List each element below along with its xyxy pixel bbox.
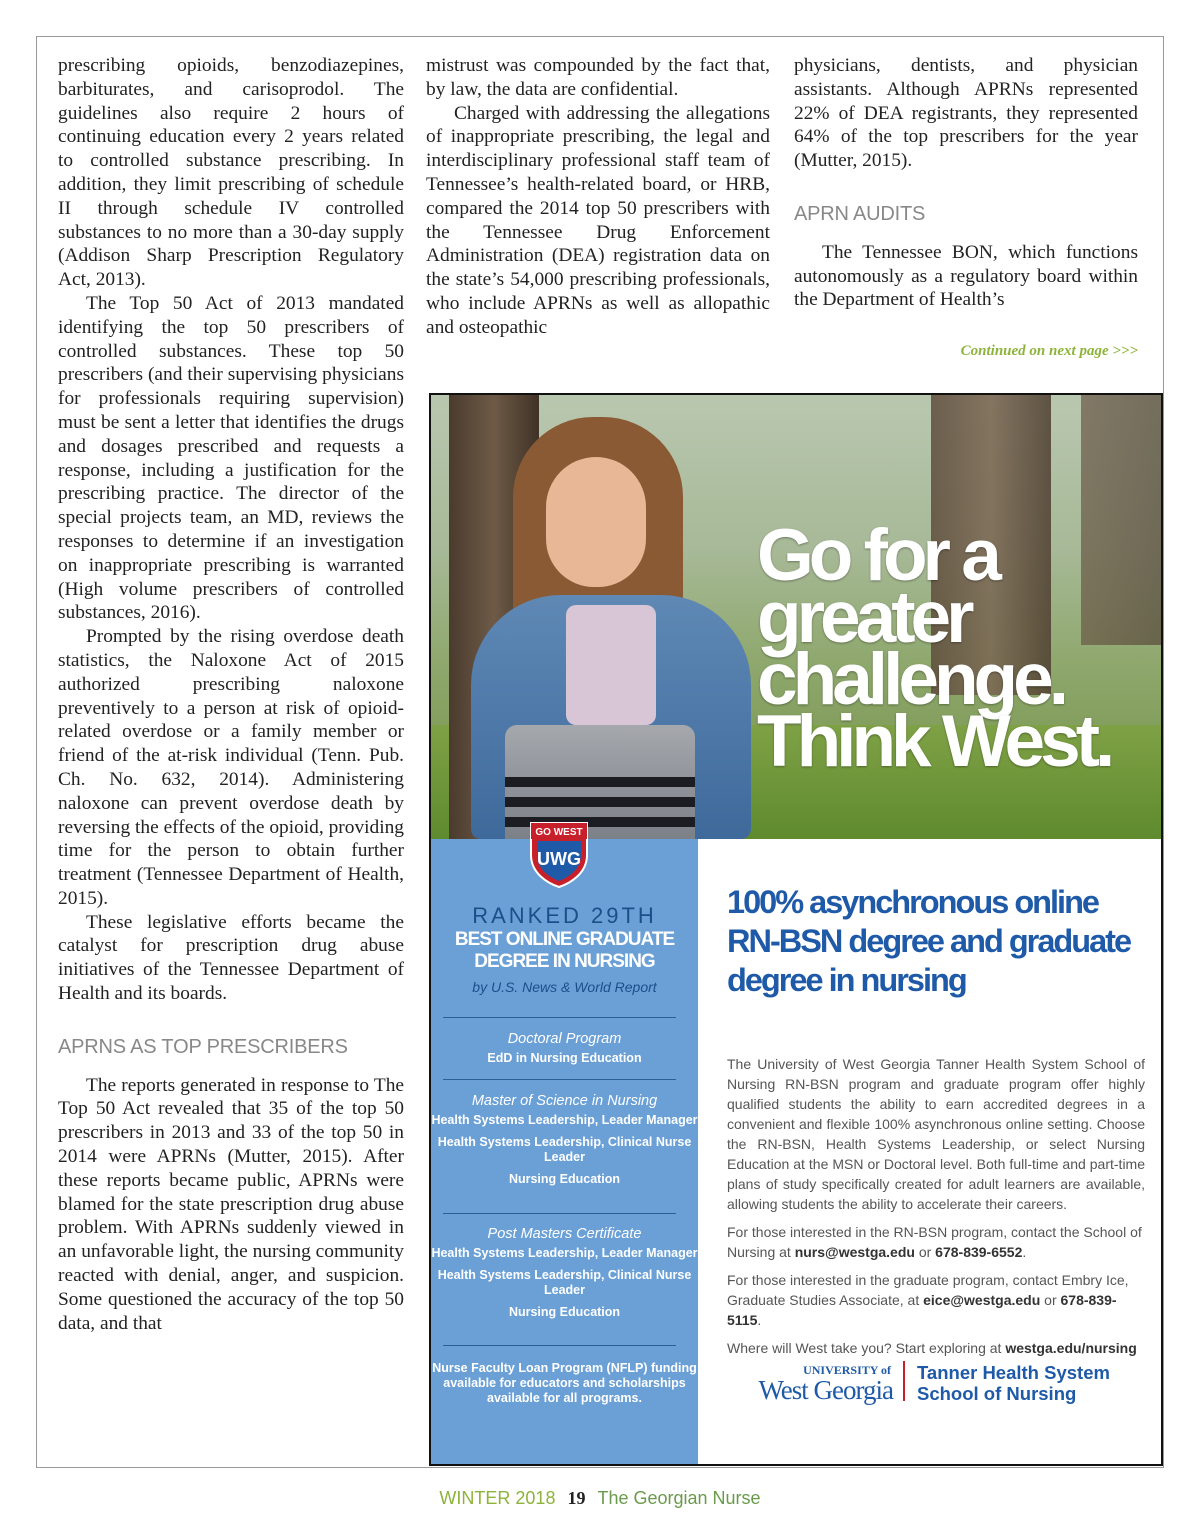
paragraph: mistrust was compounded by the fact that, by law, the data are confidential. (426, 55, 770, 100)
shield-mark-text: UWG (537, 849, 581, 869)
logo-tanner: Tanner Health System School of Nursing (917, 1362, 1110, 1404)
paragraph: The Top 50 Act of 2013 mandated identifying the top 50 prescribers of controlled substances. These top 50 prescribers (and their supervising physicians for professionals requiring supervision) must be sent a letter that identifies the drugs and dosages prescribed and requests a response, including a justification for the prescribing practice. The director of the special projects team, an MD, reviews the responses to determine if an investigation on inappropriate prescribing is warranted (High volume prescribers of controlled substances, 2016). (58, 292, 404, 624)
section-heading: APRN AUDITS (794, 202, 926, 225)
shield-top-text: GO WEST (535, 827, 583, 838)
page-footer (0, 1488, 1200, 1509)
grad-phone[interactable]: 678-839-5115 (727, 1292, 1117, 1328)
uwg-tanner-logo (751, 1359, 1151, 1409)
rnbsn-contact: For those interested in the RN-BSN program, contact the School of Nursing at nurs@westga.edu or 678-839-6552. (727, 1224, 1142, 1260)
paragraph: Prompted by the rising overdose death statistics, the Naloxone Act of 2015 authorized prescribing naloxone preventively to a person at risk of opioid-related overdose or a family member or friend of the at-risk individual (Tenn. Pub. Ch. No. 632, 2014). Administering naloxone can prevent overdose death by reversing the effects of the opioid, providing time for the person to obtain further treatment (Tennessee Department of Health, 2015). (58, 626, 404, 909)
nflp-note: Nurse Faculty Loan Program (NFLP) funding available for educators and scholarships available for all programs. (432, 1361, 697, 1405)
ranking-source: by U.S. News & World Report (472, 979, 657, 995)
ranking-label: RANKED 29TH (472, 903, 657, 928)
ad-body-text: The University of West Georgia Tanner Health System School of Nursing RN-BSN program and graduate program offer highly qualified students the ability to earn accredited degrees in a convenient and flexible 100% asynchronous online setting. Choose the RN-BSN, Health Systems Leadership, or select Nursing Education at the MSN or Doctoral level. Both full-time and part-time plans of study specifically created for adult learners are available, allowing students the ability to accelerate their careers. (727, 1056, 1145, 1212)
logo-west-georgia: West Georgia (758, 1375, 893, 1405)
explore-line: Where will West take you? Start exploring at westga.edu/nursing (727, 1340, 1137, 1356)
ad-right-panel (727, 883, 1145, 1358)
ad-photo (431, 395, 1161, 839)
msn-program: Master of Science in Nursing Health Systems Leadership, Leader Manager Health Systems Leadership, Clinical Nurse Leader Nursing Education (431, 1093, 698, 1186)
paragraph: The Tennessee BON, which functions autonomously as a regulatory board within the Department of Health’s (794, 241, 1138, 311)
ad-headline: Go for a greater challenge. Think West. (757, 515, 1111, 782)
article-column-3 (794, 54, 1138, 312)
paragraph: prescribing opioids, benzodiazepines, barbiturates, and carisoprodol. The guidelines also require 2 hours of continuing education every 2 years related to controlled substance prescribing. In addition, they limit prescribing of schedule II through schedule IV controlled substances to no more than a 30-day supply (Addison Sharp Prescription Regulatory Act, 2013). (58, 55, 404, 291)
paragraph: physicians, dentists, and physician assistants. Although APRNs represented 22% of DEA registrants, they represented 64% of the top prescribers for the year (Mutter, 2015). (794, 55, 1138, 172)
ad-blue-panel (431, 839, 698, 1466)
page-number: 19 (567, 1488, 586, 1508)
rnbsn-email-link[interactable]: nurs@westga.edu (794, 1244, 915, 1260)
doctoral-program: Doctoral Program EdD in Nursing Education (487, 1031, 642, 1065)
grad-email-link[interactable]: eice@westga.edu (923, 1292, 1041, 1308)
section-heading: APRNS AS TOP PRESCRIBERS (58, 1035, 348, 1058)
post-masters-certificate: Post Masters Certificate Health Systems Leadership, Leader Manager Health Systems Leadership, Clinical Nurse Leader Nursing Education (431, 1226, 698, 1319)
continued-link[interactable]: Continued on next page >>> (960, 343, 1138, 359)
paragraph: The reports generated in response to The Top 50 Act revealed that 35 of the top 50 prescribers in 2013 and 33 of the top 50 in 2014 were APRNs (Mutter, 2015). After these reports became public, APRNs were blamed for the state prescription drug abuse problem. With APRNs suddenly viewed in an unfavorable light, the nursing community reacted with denial, anger, and suspicion. Some questioned the accuracy of the top 50 data, and that (58, 1074, 404, 1334)
ranking-title: BEST ONLINE GRADUATE DEGREE IN NURSING (454, 929, 675, 972)
magazine-title: The Georgian Nurse (597, 1488, 761, 1508)
paragraph: These legislative efforts became the catalyst for prescription drug abuse initiatives of the Tennessee Department of Health and its boards. (58, 911, 404, 1005)
website-link[interactable]: westga.edu/nursing (1005, 1340, 1137, 1356)
ad-program-headline: 100% asynchronous online RN-BSN degree and graduate degree in nursing (727, 884, 1131, 998)
graduate-contact: For those interested in the graduate program, contact Embry Ice, Graduate Studies Associate, at eice@westga.edu or 678-839-5115. (727, 1272, 1129, 1328)
rnbsn-phone[interactable]: 678-839-6552 (935, 1244, 1023, 1260)
uwg-advertisement (429, 393, 1163, 1466)
paragraph: Charged with addressing the allegations of inappropriate prescribing, the legal and interdisciplinary professional staff team of Tennessee’s health-related board, or HRB, compared the 2014 top 50 prescribers with the Tennessee Drug Enforcement Administration (DEA) registration data on the state’s 54,000 prescribing professionals, who include APRNs as well as allopathic and osteopathic (426, 102, 770, 338)
footer-season: WINTER 2018 (439, 1488, 556, 1508)
article-column-2 (426, 54, 770, 340)
logo-university-of: UNIVERSITY of (803, 1363, 891, 1377)
article-column-1 (58, 54, 404, 1335)
uwg-shield-logo (527, 815, 591, 889)
